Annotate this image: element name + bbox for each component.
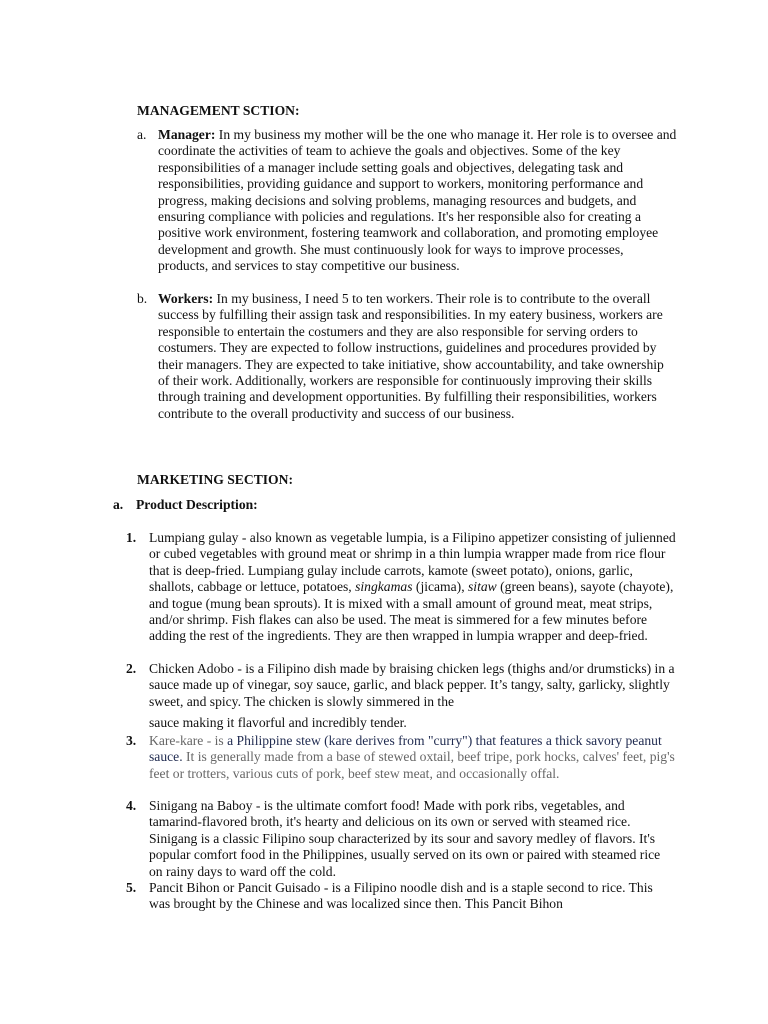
product-1-paragraph — [149, 530, 676, 645]
management-section-title: MANAGEMENT SCTION: — [137, 103, 300, 118]
manager-text: In my business my mother will be the one who manage it. Her role is to oversee and coordinate the activities of team to achieve the goals and objectives. Some of the key responsibilities of a manager include setting goals and objectives, delegating task and responsibilities, providing guidance and support to workers, monitoring performance and progress, making decisions and solving problems, managing resources and budgets, and ensuring compliance with policies and regulations. It's her responsible also for creating a positive work environment, fostering teamwork and collaboration, and promoting employee development and growth. She must continuously look for ways to improve processes, products, and services to stay competitive our business. — [158, 127, 677, 274]
workers-item — [137, 291, 677, 422]
list-marker: a. — [113, 497, 124, 512]
product-item-3 — [126, 733, 676, 782]
product-description-title: Product Description: — [136, 497, 258, 512]
product-1-italic-a: singkamas — [355, 579, 413, 595]
product-5-paragraph: Pancit Bihon or Pancit Guisado - is a Filipino noodle dish and is a staple second to rice. This was brought by the Chinese and was localized since then. This Pancit Bihon — [149, 880, 653, 912]
workers-text: In my business, I need 5 to ten workers. Their role is to contribute to the overall success by fulfilling their assign task and responsibilities. In my eatery business, workers are responsible to entertain the costumers and they are also responsible for serving orders to costumers. They are expected to follow instructions, guidelines and procedures provided by their managers. They are expected to take initiative, show accountability, and take ownership of their work. Additionally, workers are responsible for continuously improving their skills through training and development opportunities. By fulfilling their responsibilities, workers contribute to the overall productivity and success of our business. — [158, 291, 664, 421]
product-2-text-continued: sauce making it flavorful and incredibly tender. — [149, 715, 407, 731]
product-1-text-b: (jicama), — [412, 579, 468, 595]
product-3-text-b: a Philippine stew (kare derives from "curry") that features a thick savory peanut sauce. — [149, 733, 662, 765]
list-marker: 1. — [126, 530, 137, 545]
product-4-paragraph: Sinigang na Baboy - is the ultimate comfort food! Made with pork ribs, vegetables, and tamarind-flavored broth, it's hearty and delicious on its own or served with steamed rice. Sinigang is a classic Filipino soup characterized by its sour and savory medley of flavors. It's popular comfort food in the Philippines, usually served on its own or paired with steamed rice on rainy days to ward off the cold. — [149, 798, 661, 879]
product-item-5 — [126, 880, 676, 913]
list-marker: 2. — [126, 661, 137, 676]
product-item-4 — [126, 798, 676, 880]
list-marker: 4. — [126, 798, 137, 813]
manager-paragraph — [158, 127, 677, 275]
product-2-text: Chicken Adobo - is a Filipino dish made by braising chicken legs (thighs and/or drumsticks) in a sauce made up of vinegar, soy sauce, garlic, and black pepper. It’s tangy, salty, garlicky, slightly sweet, and spicy. The chicken is slowly simmered in the — [149, 661, 675, 709]
list-marker: a. — [137, 127, 147, 142]
product-1-italic-b: sitaw — [468, 579, 497, 595]
product-1-text-c: (green beans), sayote (chayote), and togue (mung bean sprouts). It is mixed with a small amount of ground meat, meat strips, and/or shrimp. Fish flakes can also be used. The meat is simmered for a few minutes before adding the rest of the ingredients. They are then wrapped in lumpia wrapper and deep-fried. — [149, 579, 674, 644]
workers-label: Workers: — [158, 291, 214, 306]
product-description-heading — [113, 497, 413, 513]
product-3-paragraph — [149, 733, 676, 782]
list-marker: 5. — [126, 880, 137, 895]
product-item-2 — [126, 661, 676, 732]
manager-label: Manager: — [158, 127, 216, 142]
marketing-section-title: MARKETING SECTION: — [137, 472, 293, 487]
manager-item — [137, 127, 677, 275]
list-marker: 3. — [126, 733, 137, 748]
product-1-text-a: Lumpiang gulay - also known as vegetable lumpia, is a Filipino appetizer consisting of julienned or cubed vegetables with ground meat or shrimp in a thin lumpia wrapper made from rice flour that is deep-fried. Lumpiang gulay include carrots, kamote (sweet potato), onions, garlic, shallots, cabbage or lettuce, potatoes, — [149, 530, 676, 595]
product-item-1 — [126, 530, 676, 645]
workers-paragraph — [158, 291, 677, 422]
list-marker: b. — [137, 291, 148, 306]
product-3-text-a: Kare-kare - is — [149, 733, 228, 748]
product-3-text-c: It is generally made from a base of stewed oxtail, beef tripe, pork hocks, calves' feet, pig's feet or trotters, various cuts of pork, beef stew meat, and occasionally offal. — [149, 749, 675, 781]
product-2-paragraph — [149, 661, 676, 732]
